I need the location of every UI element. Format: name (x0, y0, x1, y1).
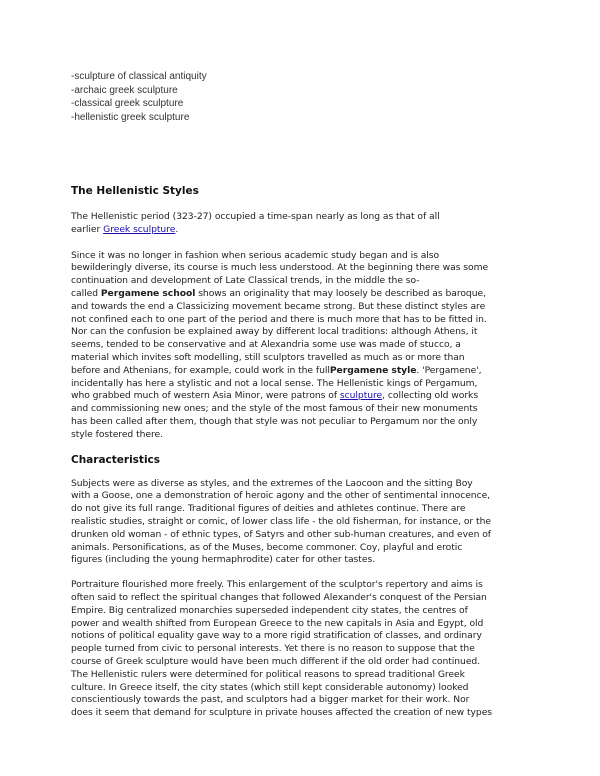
text-line: continuation and development of Late Classical trends, in the middle the so- (71, 275, 420, 287)
text-line: seems, tended to be conservative and at Alexandria some use was made of stucco, a (71, 339, 461, 351)
text-line: Nor can the confusion be explained away by different local traditions: although Athens, it (71, 326, 478, 338)
document-page (71, 70, 551, 720)
text-line: style fostered there. (71, 428, 164, 440)
text-line: material which invites soft modelling, still sculptors travelled as much as or more than (71, 351, 465, 363)
text-line: The Hellenistic period (323-27) occupied a time-span nearly as long as that of all (71, 211, 440, 222)
text-line (71, 365, 551, 378)
text-line: people turned from civic to personal interests. Yet there is no reason to suppose that the (71, 643, 475, 655)
text-fragment: who grabbed much of western Asia Minor, were patrons of (71, 390, 340, 402)
text-line: The Hellenistic rulers were determined for political reasons to spread traditional Greek (71, 668, 465, 680)
text-line (71, 224, 551, 237)
text-line: figures (including the young hermaphrodite) cater for other tastes. (71, 554, 376, 566)
text-line (71, 288, 551, 301)
text-line: bewilderingly diverse, its course is much less understood. At the beginning there was some (71, 262, 489, 274)
text-fragment: called (71, 287, 101, 299)
text-fragment: shows an originality that may loosely be described as baroque, (195, 287, 486, 299)
related-link[interactable]: -hellenistic greek sculpture (71, 111, 190, 123)
text-line: Since it was no longer in fashion when serious academic study began and is also (71, 249, 440, 261)
related-link[interactable]: -archaic greek sculpture (71, 84, 178, 96)
greek-sculpture-link[interactable]: Greek sculpture (103, 223, 176, 235)
sculpture-link[interactable]: sculpture (339, 390, 383, 402)
text-line: has been called after them, though that style was not peculiar to Pergamum nor the only (71, 415, 478, 427)
text-fragment: . (175, 223, 179, 235)
related-link[interactable]: -sculpture of classical antiquity (71, 71, 207, 82)
text-line: does it seem that demand for sculpture in private houses affected the creation of new types (71, 707, 493, 719)
text-line (71, 390, 551, 403)
text-line: not confined each to one part of the period and there is much more that has to be fitted in. (71, 313, 487, 325)
section-heading-characteristics: Characteristics (71, 453, 161, 466)
text-line: culture. In Greece itself, the city states (which still kept considerable autonomy) looked (71, 681, 469, 693)
text-fragment: , collecting old works (382, 390, 479, 402)
text-line: do not give its full range. Traditional figures of deities and athletes continue. There are (71, 503, 466, 515)
styles-paragraph (71, 250, 551, 442)
text-line: conscientiously towards the past, and sculptors had a bigger market for their work. Nor (71, 694, 470, 706)
text-fragment: earlier (71, 223, 104, 235)
text-line: animals. Personifications, as of the Muses, become commoner. Coy, playful and erotic (71, 541, 463, 553)
text-fragment: . 'Pergamene', (416, 364, 482, 376)
text-line: and commissioning new ones; and the style of the most famous of their new monuments (71, 403, 478, 415)
text-line: with a Goose, one a demonstration of heroic agony and the other of sentimental innocence, (71, 490, 491, 502)
text-line: often said to reflect the spiritual changes that followed Alexander's conquest of the Persian (71, 591, 487, 603)
text-line: Empire. Big centralized monarchies superseded independent city states, the centres of (71, 604, 468, 616)
text-line: and towards the end a Classicizing movement became strong. But these distinct styles are (71, 300, 486, 312)
text-line: notions of political equality gave way to a more rigid stratification of classes, and ordinary (71, 630, 482, 642)
section-heading-hellenistic-styles: The Hellenistic Styles (71, 185, 199, 197)
text-line: drunken old woman - of ethnic types, of Satyrs and other sub-human creatures, and even of (71, 528, 491, 540)
text-fragment: before and Athenians, for example, could work in the full (71, 364, 330, 376)
text-line: power and wealth shifted from European Greece to the new capitals in Asia and Egypt, old (71, 617, 484, 629)
pergamene-school-term: Pergamene school (100, 287, 196, 299)
text-line: Subjects were as diverse as styles, and the extremes of the Laocoon and the sitting Boy (71, 477, 473, 489)
portraiture-paragraph (71, 579, 551, 720)
subjects-paragraph (71, 478, 551, 568)
text-line: course of Greek sculpture would have been much different if the old order had continued. (71, 655, 481, 667)
intro-paragraph (71, 211, 551, 237)
related-link[interactable]: -classical greek sculpture (71, 98, 184, 109)
pergamene-style-term: Pergamene style (329, 364, 417, 376)
text-line: realistic studies, straight or comic, of lower class life - the old fisherman, for instance, or the (71, 515, 491, 527)
related-links-list (71, 70, 551, 124)
text-line: Portraiture flourished more freely. This enlargement of the sculptor's repertory and aims is (71, 579, 483, 591)
text-line: incidentally has here a stylistic and not a local sense. The Hellenistic kings of Pergamum, (71, 377, 478, 389)
